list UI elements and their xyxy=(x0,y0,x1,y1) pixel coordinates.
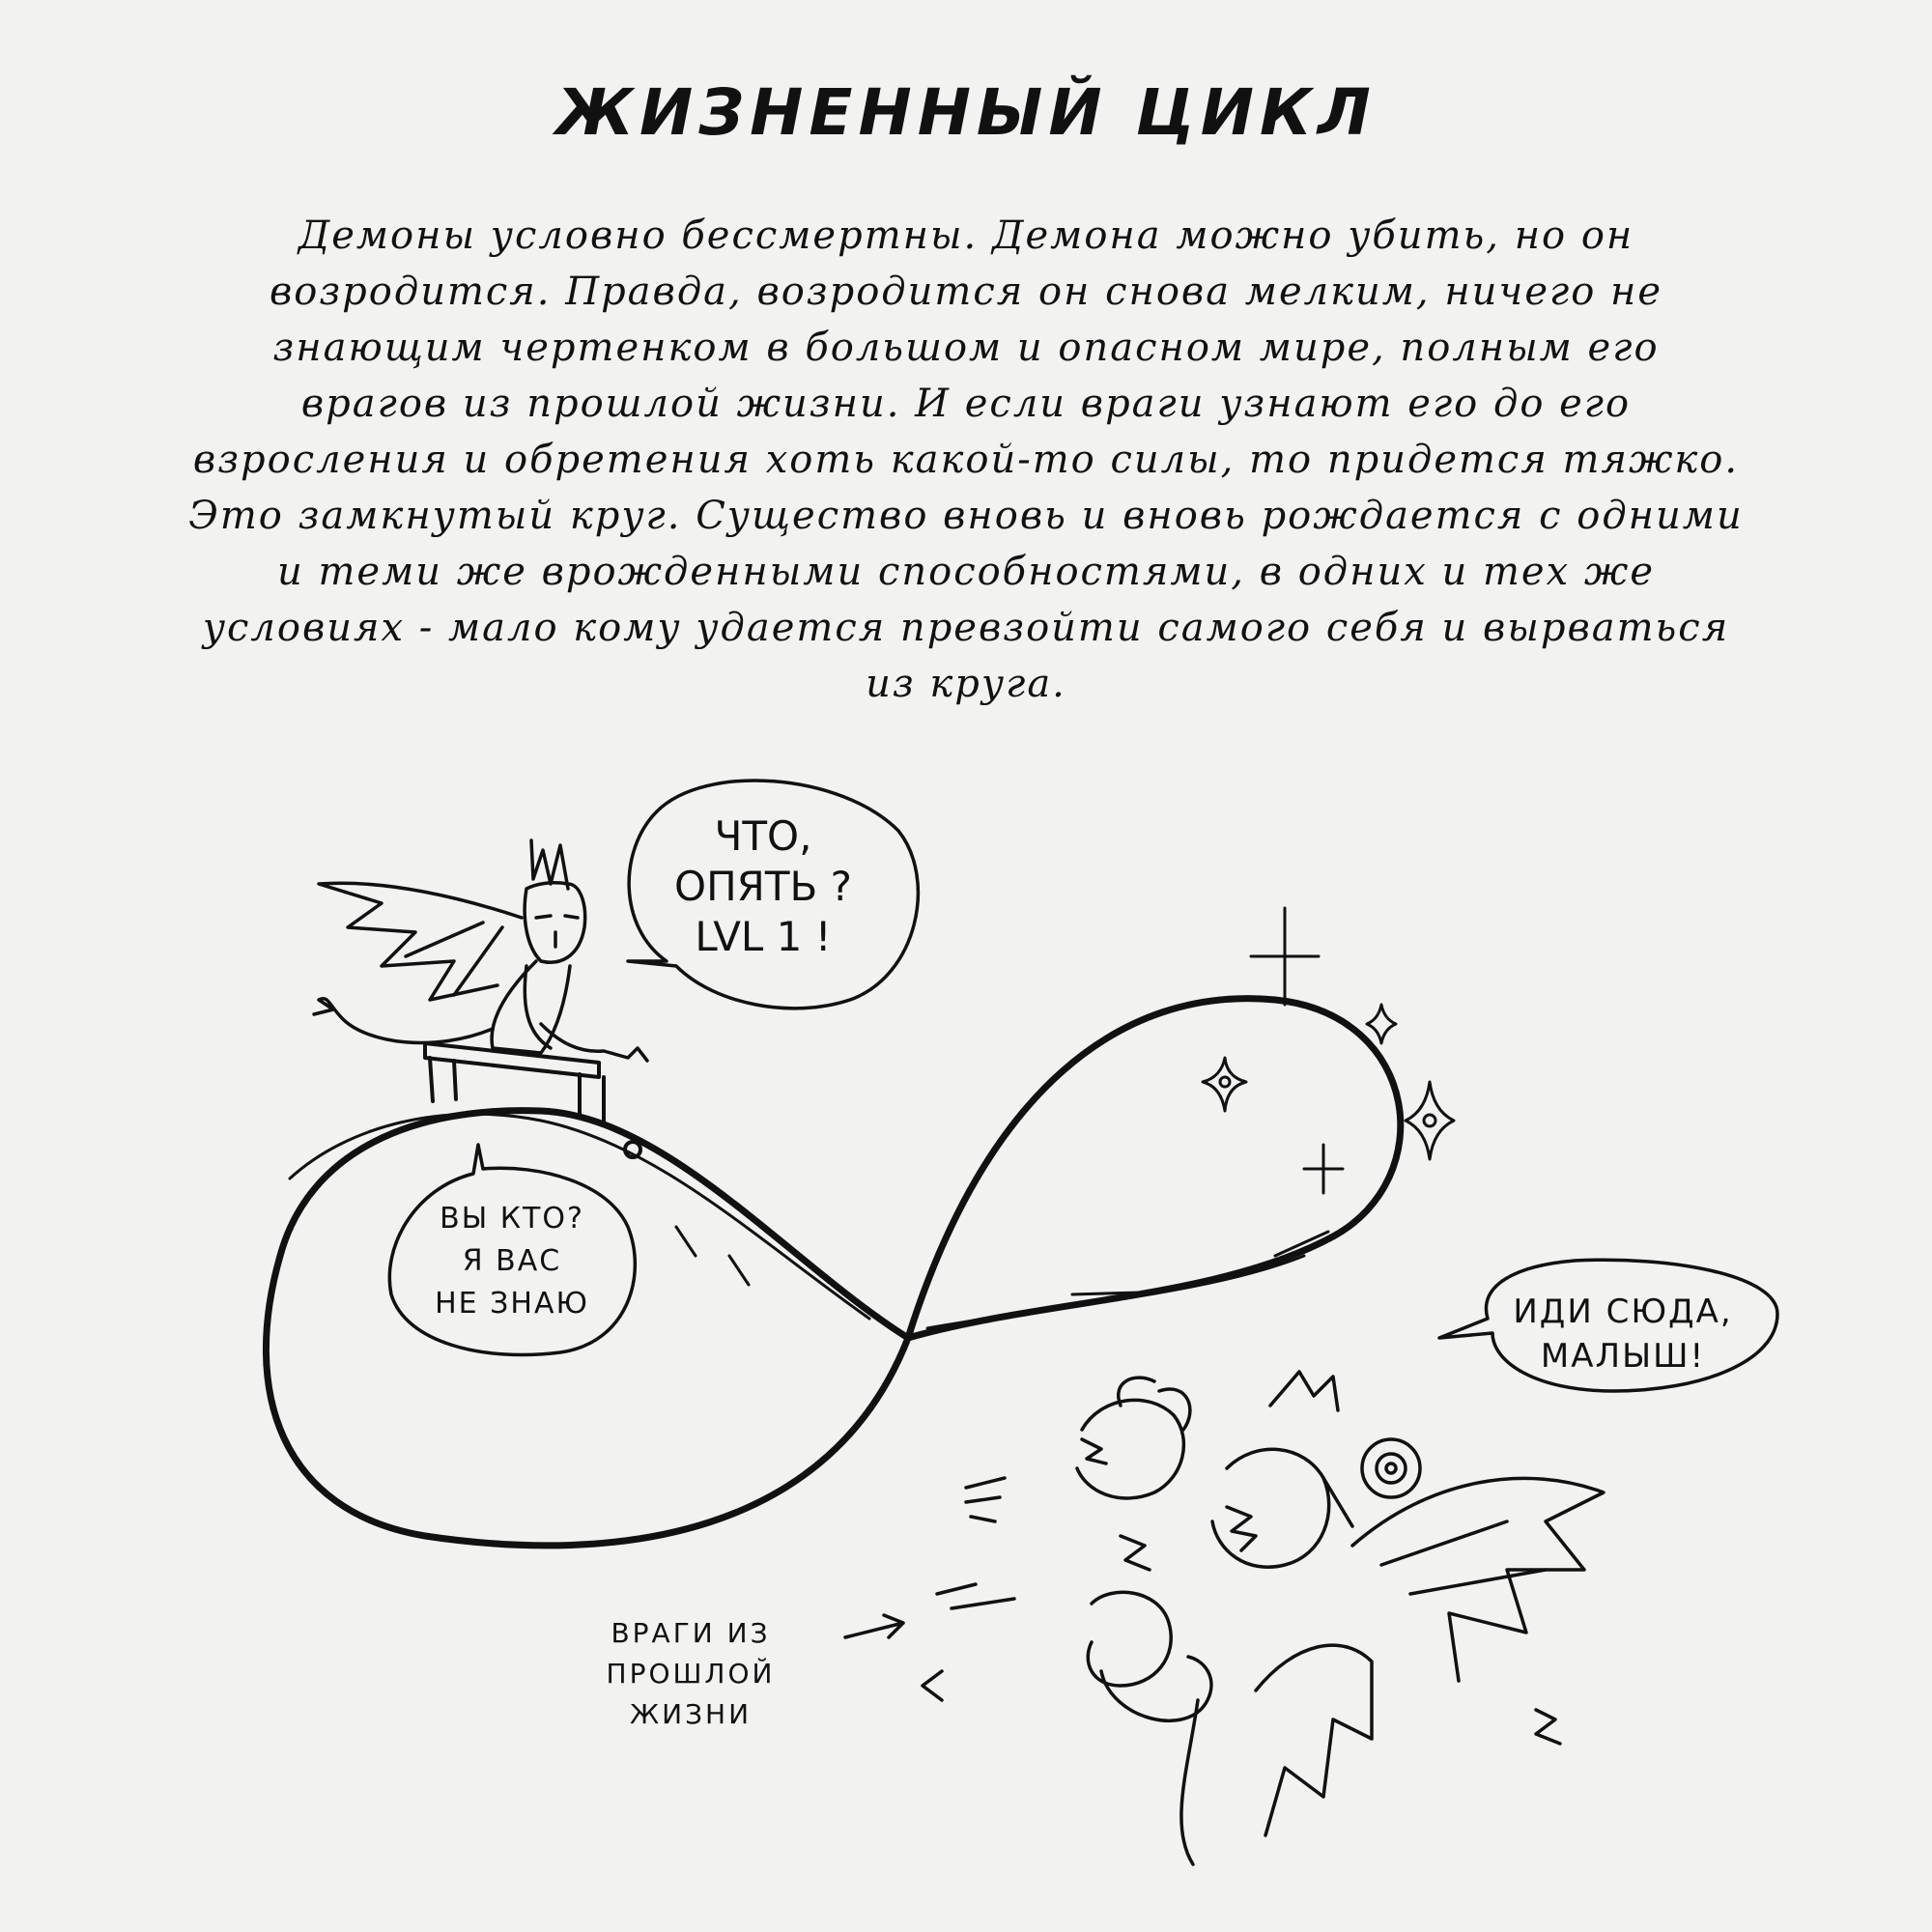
bubble-line: ВЫ КТО? xyxy=(440,1202,584,1236)
sparkle-icon xyxy=(1203,1058,1246,1111)
caption-line: ПРОШЛОЙ xyxy=(606,1658,776,1690)
body-line: из круга. xyxy=(866,662,1066,706)
enemy-demons xyxy=(923,1372,1604,1864)
sparkle-icon xyxy=(1367,1005,1396,1043)
caption-line: ВРАГИ ИЗ xyxy=(611,1617,771,1649)
body-line: условиях - мало кому удается превзойти самого себя и вырваться xyxy=(202,606,1730,650)
bubble-line: НЕ ЗНАЮ xyxy=(435,1287,589,1321)
body-line: взросления и обретения хоть какой-то силы, то придется тяжко. xyxy=(192,438,1740,482)
bubble-line: МАЛЫШ! xyxy=(1540,1337,1706,1376)
arrow-icon xyxy=(845,1615,903,1637)
bubble-line: ИДИ СЮДА, xyxy=(1513,1293,1733,1331)
little-demon xyxy=(314,840,647,1061)
body-line: Демоны условно бессмертны. Демона можно убить, но он xyxy=(298,213,1634,258)
bubble-demon-text xyxy=(657,811,869,962)
bubble-child-text xyxy=(415,1198,609,1325)
motion-line xyxy=(729,1256,749,1285)
body-line: знающим чертенком в большом и опасном мире, полным его xyxy=(272,326,1660,370)
enemies-caption xyxy=(580,1613,802,1735)
bubble-line: ЧТО, xyxy=(714,812,812,860)
sparkle-icon xyxy=(1304,1145,1343,1193)
body-line: Это замкнутый круг. Существо вновь и вновь рождается с одними xyxy=(188,494,1744,538)
bubble-enemy-text xyxy=(1478,1290,1768,1378)
bubble-line: LVL 1 ! xyxy=(695,913,832,960)
sparkle-icon xyxy=(1406,1082,1454,1159)
caption-line: ЖИЗНИ xyxy=(629,1698,753,1730)
bubble-line: ОПЯТЬ ? xyxy=(674,863,852,910)
sparkle-icon xyxy=(1251,908,1319,1005)
motion-line xyxy=(676,1227,696,1256)
cart xyxy=(425,1043,640,1157)
bubble-line: Я ВАС xyxy=(462,1244,562,1278)
body-line: возродится. Правда, возродится он снова мелким, ничего не xyxy=(269,270,1663,314)
page-title: ЖИЗНЕННЫЙ ЦИКЛ xyxy=(555,75,1377,150)
motion-line xyxy=(1072,1293,1140,1294)
body-line: врагов из прошлой жизни. И если враги узнают его до его xyxy=(300,382,1632,426)
body-line: и теми же врожденными способностями, в одних и тех же xyxy=(277,550,1655,594)
